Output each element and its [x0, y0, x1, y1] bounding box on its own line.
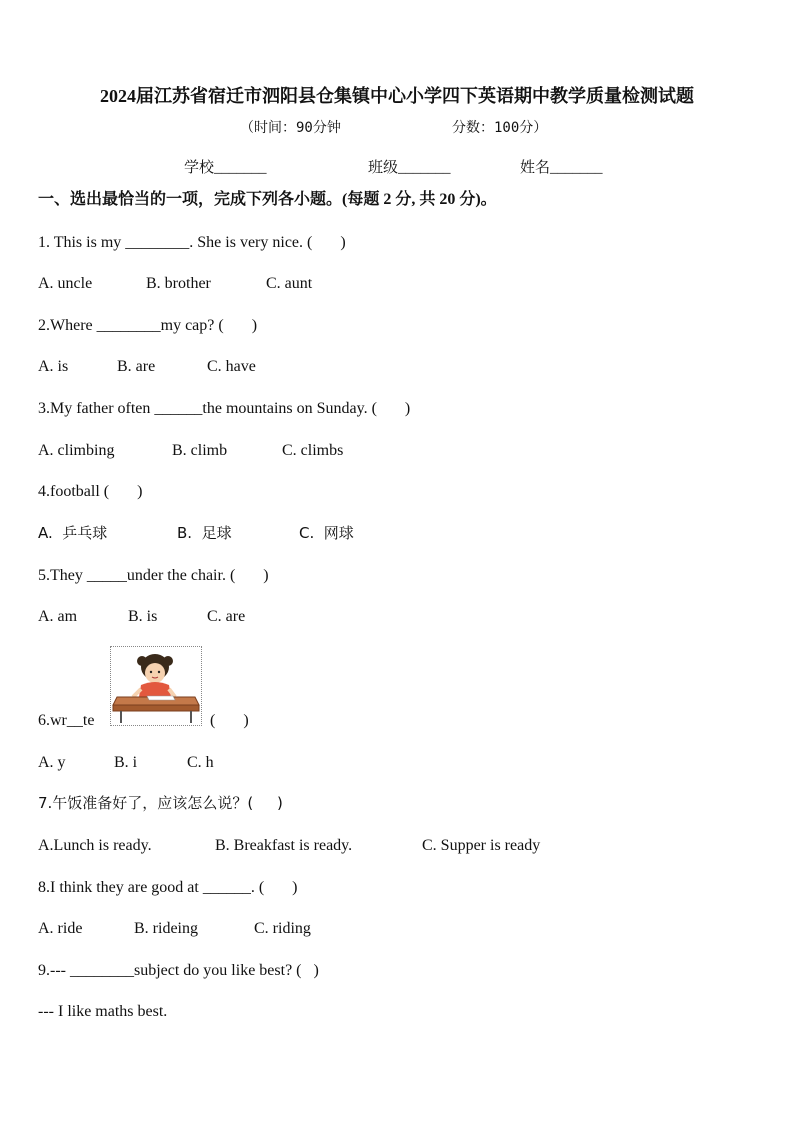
exam-score: 分数：100分） — [452, 120, 548, 136]
q5-option-a[interactable]: A. am — [38, 608, 78, 625]
q3-option-c[interactable]: C. climbs — [282, 442, 344, 459]
girl-writing-picture — [110, 646, 202, 726]
question-1: 1. This is my ________. She is very nice. ( ) — [38, 234, 346, 251]
q2-option-b[interactable]: B. are — [117, 358, 156, 375]
q5-option-c[interactable]: C. are — [207, 608, 246, 625]
q6-option-c[interactable]: C. h — [187, 754, 214, 771]
q7-option-a[interactable]: A.Lunch is ready. — [38, 837, 152, 854]
q7-option-b[interactable]: B. Breakfast is ready. — [215, 837, 353, 854]
q6-answer-paren: ( ) — [210, 712, 249, 729]
q4-option-a[interactable]: A. 乒乓球 — [38, 524, 108, 542]
q5-option-b[interactable]: B. is — [128, 608, 158, 625]
question-4: 4.football ( ) — [38, 483, 143, 500]
q6-option-b[interactable]: B. i — [114, 754, 138, 771]
question-7: 7.午饭准备好了，应该怎么说？( ) — [38, 794, 283, 812]
q3-option-b[interactable]: B. climb — [172, 442, 228, 459]
question-6: 6.wr__te — [38, 712, 95, 729]
q1-option-a[interactable]: A. uncle — [38, 275, 93, 292]
class-field: 班级_______ — [368, 160, 451, 176]
question-9: 9.--- ________subject do you like best? ( ) — [38, 962, 319, 979]
question-8: 8.I think they are good at ______. ( ) — [38, 879, 298, 896]
section-heading: 一、选出最恰当的一项，完成下列各小题。(每题 2 分, 共 20 分)。 — [38, 191, 497, 208]
name-field: 姓名_______ — [520, 160, 603, 176]
q1-option-b[interactable]: B. brother — [146, 275, 211, 292]
q8-option-a[interactable]: A. ride — [38, 920, 83, 937]
question-5: 5.They _____under the chair. ( ) — [38, 567, 269, 584]
exam-title: 2024届江苏省宿迁市泗阳县仓集镇中心小学四下英语期中教学质量检测试题 — [100, 86, 694, 106]
question-2: 2.Where ________my cap? ( ) — [38, 317, 258, 334]
q2-option-c[interactable]: C. have — [207, 358, 256, 375]
school-field: 学校_______ — [184, 160, 267, 176]
q4-option-c[interactable]: C. 网球 — [299, 524, 354, 542]
q3-option-a[interactable]: A. climbing — [38, 442, 115, 459]
q6-option-a[interactable]: A. y — [38, 754, 66, 771]
q9-reply: --- I like maths best. — [38, 1003, 168, 1020]
q1-option-c[interactable]: C. aunt — [266, 275, 313, 292]
question-3: 3.My father often ______the mountains on Sunday. ( ) — [38, 400, 411, 417]
q8-option-c[interactable]: C. riding — [254, 920, 311, 937]
q7-option-c[interactable]: C. Supper is ready — [422, 837, 541, 854]
q8-option-b[interactable]: B. rideing — [134, 920, 198, 937]
exam-time: （时间：90分钟 — [240, 120, 341, 136]
q2-option-a[interactable]: A. is — [38, 358, 69, 375]
q4-option-b[interactable]: B. 足球 — [177, 524, 232, 542]
